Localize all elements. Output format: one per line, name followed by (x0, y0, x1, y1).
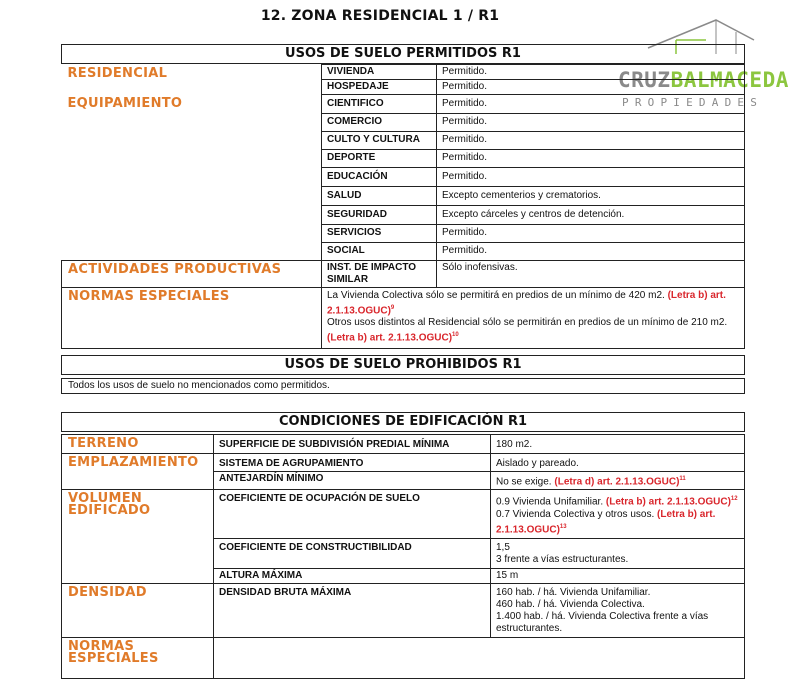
constructibilidad-value-b: 3 frente a vías estructurantes. (496, 553, 629, 565)
category-normas-especiales: NORMAS ESPECIALES (62, 288, 322, 349)
antejardin-ref: (Letra d) art. 2.1.13.OGUC) (554, 476, 680, 488)
table-row (62, 454, 745, 472)
normas-line1: La Vivienda Colectiva sólo se permitirá en predios de un mínimo de 420 m2. (327, 290, 668, 301)
table-row (62, 490, 745, 539)
ocupacion-value-b: 0.7 Vivienda Colectiva y otros usos. (496, 508, 658, 520)
cond-value: 180 m2. (491, 435, 745, 454)
cond-label: ANTEJARDÍN MÍNIMO (214, 472, 491, 490)
use-value: Sólo inofensivas. (437, 261, 745, 288)
footnote-ref: 13 (559, 523, 567, 530)
cond-label: DENSIDAD BRUTA MÁXIMA (214, 583, 491, 637)
use-label: SOCIAL (322, 243, 437, 261)
logo-name-part2: BALMACEDA (670, 68, 789, 92)
permitidos-header: USOS DE SUELO PERMITIDOS R1 (61, 44, 745, 64)
use-value: Permitido. (437, 168, 745, 187)
use-label: VIVIENDA (322, 65, 437, 80)
category-emplazamiento: EMPLAZAMIENTO (62, 454, 214, 490)
ocupacion-ref-b: (Letra b) art. 2.1.13.OGUC) (496, 508, 716, 535)
use-value: Permitido. (437, 95, 745, 114)
normas-ref1: (Letra b) art. 2.1.13.OGUC) (327, 290, 726, 317)
prohibidos-header: USOS DE SUELO PROHIBIDOS R1 (61, 355, 745, 375)
use-label: SEGURIDAD (322, 206, 437, 225)
footnote-ref: 9 (390, 305, 395, 311)
table-row (62, 637, 745, 678)
use-value: Permitido. (437, 80, 745, 95)
category-normas-especiales: NORMAS ESPECIALES (62, 637, 214, 678)
cond-value (491, 472, 745, 490)
use-value: Permitido. (437, 150, 745, 168)
cond-value: 15 m (491, 568, 745, 583)
logo-subtitle: PROPIEDADES (622, 96, 764, 109)
category-equipamiento: EQUIPAMIENTO (67, 95, 183, 111)
table-row (62, 65, 745, 80)
cond-label: SUPERFICIE DE SUBDIVISIÓN PREDIAL MÍNIMA (214, 435, 491, 454)
table-row (62, 95, 745, 114)
normas-especiales-text (322, 288, 745, 349)
category-residencial: RESIDENCIAL (67, 65, 168, 81)
category-actividades-productivas: ACTIVIDADES PRODUCTIVAS (62, 261, 322, 288)
use-label: INST. DE IMPACTO SIMILAR (322, 261, 437, 288)
table-row (62, 261, 745, 288)
normas-line2: Otros usos distintos al Residencial sólo se permitirán en predios de un mínimo de 210 m2. (327, 317, 728, 329)
use-label: HOSPEDAJE (322, 80, 437, 95)
cond-value: Aislado y pareado. (491, 454, 745, 472)
use-value: Excepto cementerios y crematorios. (437, 187, 745, 206)
use-value: Permitido. (437, 225, 745, 243)
ocupacion-value-a: 0.9 Vivienda Unifamiliar. (496, 496, 606, 508)
cond-value (491, 538, 745, 568)
footnote-ref: 10 (452, 332, 459, 339)
cond-label: COEFICIENTE DE OCUPACIÓN DE SUELO (214, 490, 491, 539)
table-row (62, 583, 745, 637)
densidad-line: 1.400 hab. / há. Vivienda Colectiva frente a vías estructurantes. (496, 610, 709, 634)
category-densidad: DENSIDAD (62, 583, 214, 637)
use-value: Permitido. (437, 114, 745, 132)
use-label: EDUCACIÓN (322, 168, 437, 187)
footnote-ref: 11 (679, 476, 686, 482)
use-value: Permitido. (437, 132, 745, 150)
cond-value (491, 583, 745, 637)
normas-ref2: (Letra b) art. 2.1.13.OGUC) (327, 332, 453, 344)
table-row (62, 288, 745, 349)
use-label: SALUD (322, 187, 437, 206)
densidad-line: 460 hab. / há. Vivienda Colectiva. (496, 598, 645, 610)
table-row (62, 435, 745, 454)
cond-label: SISTEMA DE AGRUPAMIENTO (214, 454, 491, 472)
ocupacion-ref-a: (Letra b) art. 2.1.13.OGUC) (605, 496, 731, 508)
footnote-ref: 12 (730, 496, 738, 503)
use-label: DEPORTE (322, 150, 437, 168)
cond-label: ALTURA MÁXIMA (214, 568, 491, 583)
constructibilidad-value-a: 1,5 (496, 541, 510, 553)
permitidos-table (61, 64, 745, 349)
cond-label: COEFICIENTE DE CONSTRUCTIBILIDAD (214, 538, 491, 568)
condiciones-header: CONDICIONES DE EDIFICACIÓN R1 (61, 412, 745, 432)
normas-especiales-empty (214, 637, 745, 678)
condiciones-table (61, 434, 745, 679)
use-label: COMERCIO (322, 114, 437, 132)
use-label: CIENTIFICO (322, 95, 437, 114)
use-value: Permitido. (437, 65, 745, 80)
use-value: Permitido. (437, 243, 745, 261)
cond-value (491, 490, 745, 539)
prohibidos-text: Todos los usos de suelo no mencionados como permitidos. (61, 378, 745, 394)
category-volumen-edificado: VOLUMEN EDIFICADO (62, 490, 214, 584)
antejardin-value: No se exige. (496, 476, 555, 488)
use-label: SERVICIOS (322, 225, 437, 243)
use-value: Excepto cárceles y centros de detención. (437, 206, 745, 225)
logo-name-part1: CRUZ (618, 68, 671, 92)
category-terreno: TERRENO (62, 435, 214, 454)
use-label: CULTO Y CULTURA (322, 132, 437, 150)
densidad-line: 160 hab. / há. Vivienda Unifamiliar. (496, 586, 651, 598)
page-title: 12. ZONA RESIDENCIAL 1 / R1 (260, 8, 500, 24)
